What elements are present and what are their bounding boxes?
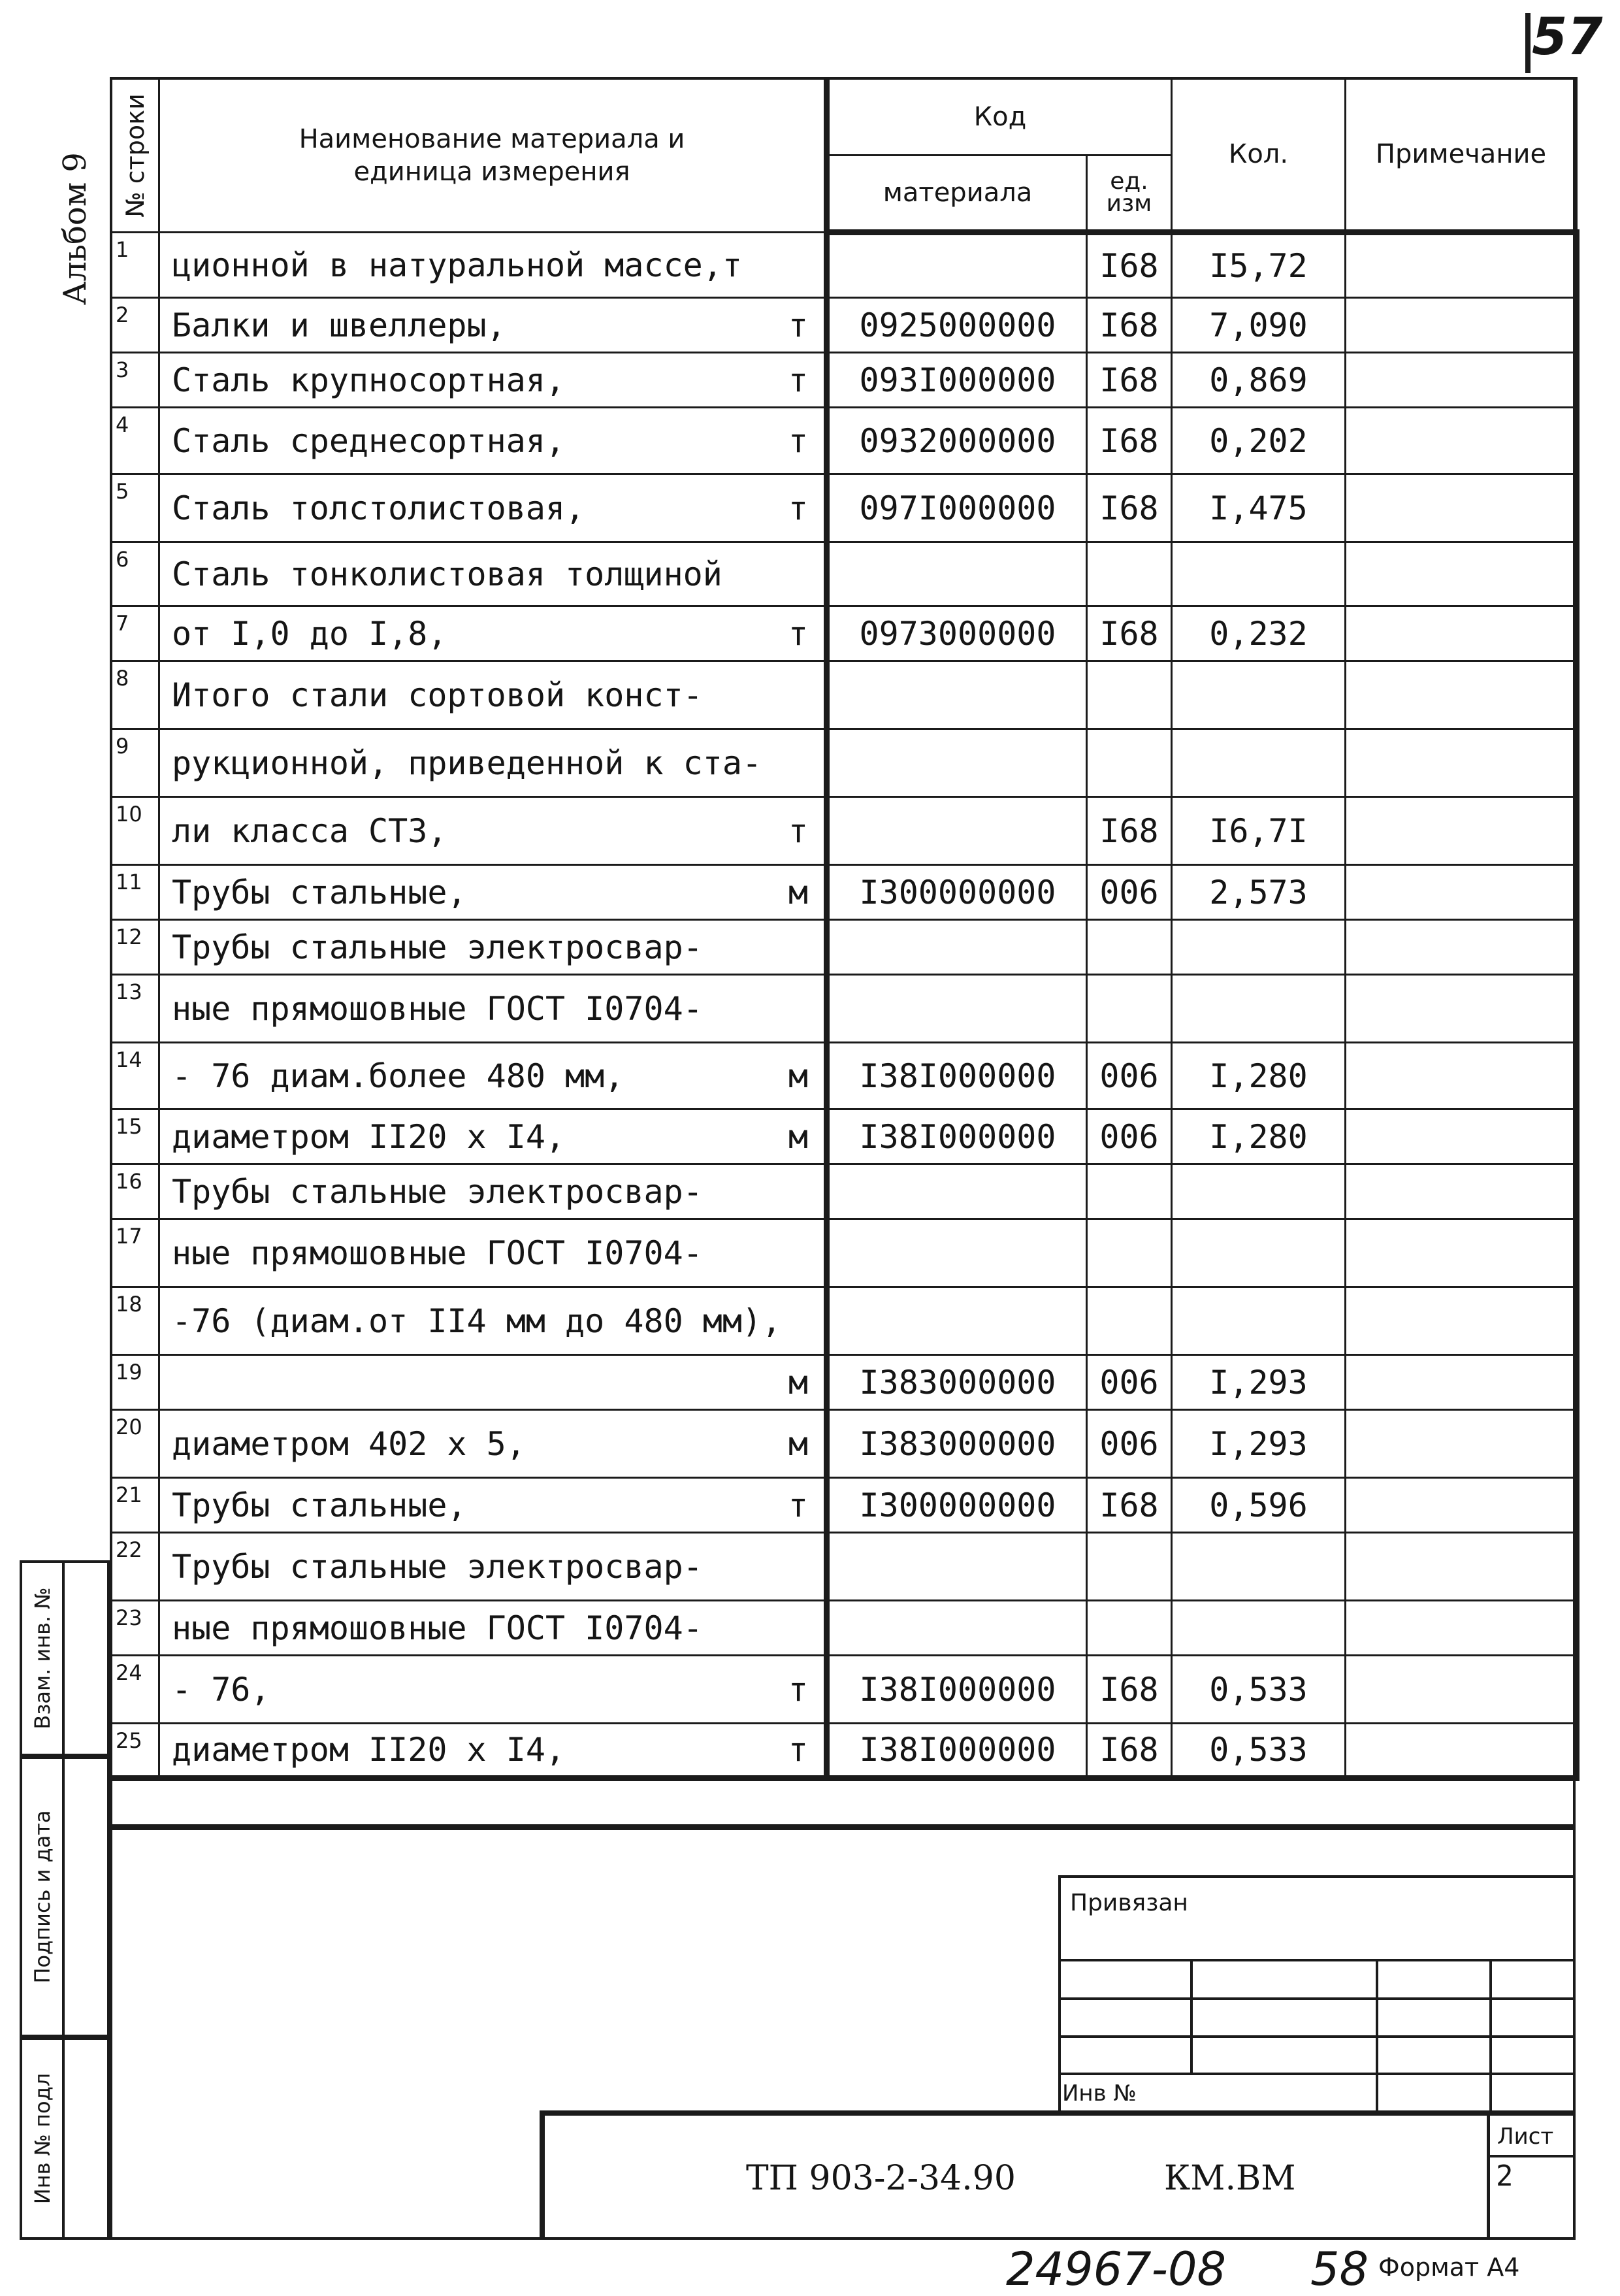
material-name-text: -76 (диам.от II4 мм до 480 мм), bbox=[172, 1302, 782, 1340]
material-code: I383000000 bbox=[827, 1355, 1087, 1410]
bound-col-2 bbox=[1376, 1959, 1378, 2110]
bound-row-2 bbox=[1058, 1997, 1576, 2000]
quantity bbox=[1172, 729, 1346, 797]
material-unit-letter: т bbox=[788, 1670, 808, 1709]
note bbox=[1346, 474, 1577, 542]
material-name bbox=[159, 474, 827, 542]
page-number: 58 bbox=[1310, 2242, 1369, 2296]
material-unit-letter: м bbox=[788, 1057, 808, 1095]
note bbox=[1346, 1724, 1577, 1779]
material-name bbox=[159, 1164, 827, 1219]
table-row bbox=[111, 1410, 1577, 1478]
row-number: 20 bbox=[111, 1410, 159, 1478]
material-name-text: Сталь крупносортная, bbox=[172, 361, 566, 399]
stamp-top bbox=[540, 2110, 1576, 2116]
material-code bbox=[827, 920, 1087, 975]
table-row bbox=[111, 1533, 1577, 1601]
material-code bbox=[827, 1287, 1087, 1355]
note bbox=[1346, 1287, 1577, 1355]
table-row bbox=[111, 1355, 1577, 1410]
quantity: I6,7I bbox=[1172, 797, 1346, 865]
unit-code bbox=[1087, 1164, 1172, 1219]
material-name-text: Итого стали сортовой конст- bbox=[172, 676, 703, 714]
row-number: 2 bbox=[111, 298, 159, 353]
material-unit-letter: т bbox=[788, 306, 808, 344]
note bbox=[1346, 1109, 1577, 1164]
stamp-left bbox=[540, 2110, 545, 2240]
stamp-sign-date-label: Подпись и дата bbox=[29, 1810, 55, 1984]
material-name-text: - 76, bbox=[172, 1670, 270, 1709]
note bbox=[1346, 1478, 1577, 1533]
material-name-text: диаметром II20 х I4, bbox=[172, 1731, 566, 1769]
unit-code: I68 bbox=[1087, 474, 1172, 542]
material-code: I38I000000 bbox=[827, 1656, 1087, 1724]
row-number: 8 bbox=[111, 661, 159, 729]
unit-code bbox=[1087, 542, 1172, 606]
stamp-inv-orig-label: Инв № подл bbox=[29, 2073, 55, 2205]
table-row bbox=[111, 1164, 1577, 1219]
unit-code: I68 bbox=[1087, 1656, 1172, 1724]
header-material-code: материала bbox=[827, 156, 1087, 233]
quantity: 7,090 bbox=[1172, 298, 1346, 353]
material-code: 093I000000 bbox=[827, 353, 1087, 408]
row-number: 25 bbox=[111, 1724, 159, 1779]
note bbox=[1346, 920, 1577, 975]
material-name bbox=[159, 865, 827, 920]
table-row bbox=[111, 1724, 1577, 1779]
inv-no-label: Инв № bbox=[1062, 2080, 1137, 2107]
material-code: 0925000000 bbox=[827, 298, 1087, 353]
unit-code: I68 bbox=[1087, 353, 1172, 408]
quantity bbox=[1172, 1533, 1346, 1601]
material-name-text: Сталь среднесортная, bbox=[172, 421, 566, 460]
quantity: 2,573 bbox=[1172, 865, 1346, 920]
format-label: Формат А4 bbox=[1378, 2253, 1520, 2282]
material-name-text: Трубы стальные электросвар- bbox=[172, 1172, 703, 1211]
material-name-text: Трубы стальные, bbox=[172, 1486, 467, 1524]
table-row bbox=[111, 797, 1577, 865]
material-code: I38I000000 bbox=[827, 1109, 1087, 1164]
materials-table bbox=[110, 77, 1580, 1781]
header-name: Наименование материала и единица измерения bbox=[159, 78, 827, 233]
unit-code: 006 bbox=[1087, 1355, 1172, 1410]
table-row bbox=[111, 1219, 1577, 1287]
title-block-top-line bbox=[110, 1824, 1576, 1830]
note bbox=[1346, 298, 1577, 353]
document-mark: КМ.ВМ bbox=[1164, 2159, 1296, 2198]
note bbox=[1346, 1533, 1577, 1601]
material-unit-letter: т bbox=[788, 489, 808, 527]
material-name-text: ные прямошовные ГОСТ I0704- bbox=[172, 1609, 703, 1647]
material-name-text: Балки и швеллеры, bbox=[172, 306, 506, 344]
album-label bbox=[39, 131, 111, 327]
bound-row-3 bbox=[1058, 2035, 1576, 2038]
material-name bbox=[159, 920, 827, 975]
unit-code: I68 bbox=[1087, 408, 1172, 474]
stamp-replace-inv bbox=[20, 1560, 110, 1756]
material-name-text: диаметром II20 х I4, bbox=[172, 1117, 566, 1156]
material-name bbox=[159, 1355, 827, 1410]
material-code: I383000000 bbox=[827, 1410, 1087, 1478]
material-name bbox=[159, 1109, 827, 1164]
note bbox=[1346, 542, 1577, 606]
material-code bbox=[827, 1533, 1087, 1601]
material-code bbox=[827, 1219, 1087, 1287]
row-number: 7 bbox=[111, 606, 159, 661]
note bbox=[1346, 353, 1577, 408]
unit-code bbox=[1087, 920, 1172, 975]
material-name-text: Сталь тонколистовая толщиной bbox=[172, 555, 722, 593]
material-name-text: ционной в натуральной массе,т bbox=[172, 246, 742, 284]
material-name-text: - 76 диам.более 480 мм, bbox=[172, 1057, 624, 1095]
material-name-text: ные прямошовные ГОСТ I0704- bbox=[172, 989, 703, 1028]
material-name bbox=[159, 1478, 827, 1533]
material-code bbox=[827, 975, 1087, 1043]
table-row bbox=[111, 298, 1577, 353]
quantity bbox=[1172, 920, 1346, 975]
row-number: 24 bbox=[111, 1656, 159, 1724]
row-number: 21 bbox=[111, 1478, 159, 1533]
material-code bbox=[827, 729, 1087, 797]
quantity: 0,533 bbox=[1172, 1724, 1346, 1779]
stamp-sign-date bbox=[20, 1756, 110, 2037]
row-number: 13 bbox=[111, 975, 159, 1043]
unit-code: I68 bbox=[1087, 1478, 1172, 1533]
quantity: I,280 bbox=[1172, 1109, 1346, 1164]
bound-row-1 bbox=[1058, 1959, 1576, 1961]
row-number: 4 bbox=[111, 408, 159, 474]
header-qty: Кол. bbox=[1172, 78, 1346, 233]
table-row bbox=[111, 606, 1577, 661]
material-code: 097I000000 bbox=[827, 474, 1087, 542]
material-code bbox=[827, 797, 1087, 865]
material-name bbox=[159, 298, 827, 353]
row-number: 6 bbox=[111, 542, 159, 606]
table-row bbox=[111, 729, 1577, 797]
table-row bbox=[111, 865, 1577, 920]
material-code bbox=[827, 661, 1087, 729]
unit-code: 006 bbox=[1087, 1043, 1172, 1109]
row-number: 10 bbox=[111, 797, 159, 865]
note bbox=[1346, 729, 1577, 797]
unit-code bbox=[1087, 1219, 1172, 1287]
material-unit-letter: м bbox=[788, 873, 808, 911]
header-note: Примечание bbox=[1346, 78, 1577, 233]
quantity: I,293 bbox=[1172, 1355, 1346, 1410]
table-row bbox=[111, 353, 1577, 408]
bound-col-1 bbox=[1190, 1959, 1193, 2074]
material-code bbox=[827, 233, 1087, 298]
quantity bbox=[1172, 975, 1346, 1043]
sheet-number-bar bbox=[1525, 13, 1531, 73]
material-unit-letter: т bbox=[788, 614, 808, 653]
bound-label: Привязан bbox=[1070, 1890, 1188, 1916]
note bbox=[1346, 1656, 1577, 1724]
quantity: I,280 bbox=[1172, 1043, 1346, 1109]
unit-code: 006 bbox=[1087, 1410, 1172, 1478]
material-unit-letter: т bbox=[788, 812, 808, 850]
unit-code: I68 bbox=[1087, 298, 1172, 353]
material-name-text: ные прямошовные ГОСТ I0704- bbox=[172, 1234, 703, 1272]
quantity: I,293 bbox=[1172, 1410, 1346, 1478]
material-name-text: Трубы стальные, bbox=[172, 873, 467, 911]
row-number: 23 bbox=[111, 1601, 159, 1656]
material-name bbox=[159, 233, 827, 298]
material-name bbox=[159, 1533, 827, 1601]
material-name-text: Сталь толстолистовая, bbox=[172, 489, 585, 527]
quantity bbox=[1172, 1219, 1346, 1287]
note bbox=[1346, 1043, 1577, 1109]
header-unit: ед. изм bbox=[1087, 156, 1172, 233]
unit-code bbox=[1087, 661, 1172, 729]
material-name bbox=[159, 408, 827, 474]
material-code: I300000000 bbox=[827, 1478, 1087, 1533]
table-row bbox=[111, 661, 1577, 729]
unit-code bbox=[1087, 1533, 1172, 1601]
material-name bbox=[159, 1287, 827, 1355]
material-name-text: рукционной, приведенной к ста- bbox=[172, 744, 762, 782]
table-row bbox=[111, 1601, 1577, 1656]
unit-code: I68 bbox=[1087, 1724, 1172, 1779]
row-number: 19 bbox=[111, 1355, 159, 1410]
material-name-text: Трубы стальные электросвар- bbox=[172, 1547, 703, 1586]
row-number: 11 bbox=[111, 865, 159, 920]
header-code: Код bbox=[827, 78, 1172, 156]
note bbox=[1346, 661, 1577, 729]
note bbox=[1346, 1601, 1577, 1656]
row-number: 16 bbox=[111, 1164, 159, 1219]
row-number: 9 bbox=[111, 729, 159, 797]
material-code: 0932000000 bbox=[827, 408, 1087, 474]
material-name bbox=[159, 661, 827, 729]
material-name-text: ли класса СТЗ, bbox=[172, 812, 447, 850]
note bbox=[1346, 1355, 1577, 1410]
header-row-number: № строки bbox=[111, 78, 159, 233]
material-name bbox=[159, 542, 827, 606]
material-name-text: Трубы стальные электросвар- bbox=[172, 928, 703, 966]
bound-col-3 bbox=[1489, 1959, 1492, 2110]
material-name-text: от I,0 до I,8, bbox=[172, 614, 447, 653]
material-name bbox=[159, 353, 827, 408]
quantity: 0,232 bbox=[1172, 606, 1346, 661]
quantity bbox=[1172, 542, 1346, 606]
sheet-label: Лист bbox=[1497, 2124, 1554, 2150]
row-number: 3 bbox=[111, 353, 159, 408]
table-row bbox=[111, 542, 1577, 606]
archive-number: 24967-08 bbox=[1006, 2242, 1227, 2296]
unit-code bbox=[1087, 729, 1172, 797]
note bbox=[1346, 408, 1577, 474]
note bbox=[1346, 1219, 1577, 1287]
sheet-number: 57 bbox=[1532, 8, 1603, 67]
table-row bbox=[111, 474, 1577, 542]
table-row bbox=[111, 408, 1577, 474]
material-name bbox=[159, 1410, 827, 1478]
row-number: 1 bbox=[111, 233, 159, 298]
table-row bbox=[111, 1043, 1577, 1109]
material-name-text: диаметром 402 х 5, bbox=[172, 1424, 526, 1463]
quantity: I5,72 bbox=[1172, 233, 1346, 298]
quantity: 0,533 bbox=[1172, 1656, 1346, 1724]
material-name bbox=[159, 1656, 827, 1724]
material-code bbox=[827, 542, 1087, 606]
note bbox=[1346, 1410, 1577, 1478]
unit-code: I68 bbox=[1087, 233, 1172, 298]
table-row bbox=[111, 975, 1577, 1043]
material-name bbox=[159, 975, 827, 1043]
unit-code: 006 bbox=[1087, 1109, 1172, 1164]
material-name bbox=[159, 1724, 827, 1779]
material-unit-letter: т bbox=[788, 1486, 808, 1524]
unit-code: I68 bbox=[1087, 606, 1172, 661]
note bbox=[1346, 1164, 1577, 1219]
bound-row-4 bbox=[1058, 2073, 1576, 2075]
row-number: 18 bbox=[111, 1287, 159, 1355]
note bbox=[1346, 233, 1577, 298]
quantity bbox=[1172, 1164, 1346, 1219]
unit-code bbox=[1087, 1601, 1172, 1656]
quantity: 0,869 bbox=[1172, 353, 1346, 408]
bound-block-left bbox=[1058, 1875, 1061, 2110]
quantity bbox=[1172, 661, 1346, 729]
table-row bbox=[111, 1656, 1577, 1724]
bound-block-top bbox=[1058, 1875, 1576, 1878]
note bbox=[1346, 865, 1577, 920]
material-name bbox=[159, 797, 827, 865]
table-row bbox=[111, 920, 1577, 975]
table-row bbox=[111, 1478, 1577, 1533]
row-number: 22 bbox=[111, 1533, 159, 1601]
unit-code bbox=[1087, 975, 1172, 1043]
material-unit-letter: м bbox=[788, 1424, 808, 1463]
stamp-replace-inv-label: Взам. инв. № bbox=[29, 1587, 55, 1730]
note bbox=[1346, 797, 1577, 865]
quantity: 0,202 bbox=[1172, 408, 1346, 474]
material-unit-letter: т bbox=[788, 421, 808, 460]
material-unit-letter: т bbox=[788, 1731, 808, 1769]
material-code: 0973000000 bbox=[827, 606, 1087, 661]
sheet-cell-divider bbox=[1487, 2155, 1576, 2157]
material-code: I300000000 bbox=[827, 865, 1087, 920]
stamp-inv-orig bbox=[20, 2037, 110, 2240]
document-code: ТП 903-2-34.90 bbox=[746, 2159, 1016, 2198]
material-code bbox=[827, 1601, 1087, 1656]
table-row bbox=[111, 1109, 1577, 1164]
sheet-value: 2 bbox=[1496, 2159, 1514, 2193]
material-name bbox=[159, 729, 827, 797]
material-code bbox=[827, 1164, 1087, 1219]
unit-code: 006 bbox=[1087, 865, 1172, 920]
material-name bbox=[159, 1601, 827, 1656]
quantity: I,475 bbox=[1172, 474, 1346, 542]
material-code: I38I000000 bbox=[827, 1724, 1087, 1779]
table-row bbox=[111, 233, 1577, 298]
note bbox=[1346, 975, 1577, 1043]
row-number: 5 bbox=[111, 474, 159, 542]
row-number: 12 bbox=[111, 920, 159, 975]
material-code: I38I000000 bbox=[827, 1043, 1087, 1109]
note bbox=[1346, 606, 1577, 661]
material-unit-letter: т bbox=[788, 361, 808, 399]
material-name bbox=[159, 1219, 827, 1287]
unit-code bbox=[1087, 1287, 1172, 1355]
material-unit-letter: м bbox=[788, 1117, 808, 1156]
unit-code: I68 bbox=[1087, 797, 1172, 865]
table-body bbox=[111, 233, 1577, 1779]
row-number: 17 bbox=[111, 1219, 159, 1287]
row-number: 15 bbox=[111, 1109, 159, 1164]
quantity bbox=[1172, 1601, 1346, 1656]
material-name bbox=[159, 1043, 827, 1109]
material-unit-letter: м bbox=[788, 1363, 808, 1402]
album-text: Альбом 9 bbox=[57, 152, 93, 305]
row-number: 14 bbox=[111, 1043, 159, 1109]
table-row bbox=[111, 1287, 1577, 1355]
sheet-cell-left bbox=[1487, 2110, 1490, 2240]
quantity: 0,596 bbox=[1172, 1478, 1346, 1533]
material-name bbox=[159, 606, 827, 661]
quantity bbox=[1172, 1287, 1346, 1355]
